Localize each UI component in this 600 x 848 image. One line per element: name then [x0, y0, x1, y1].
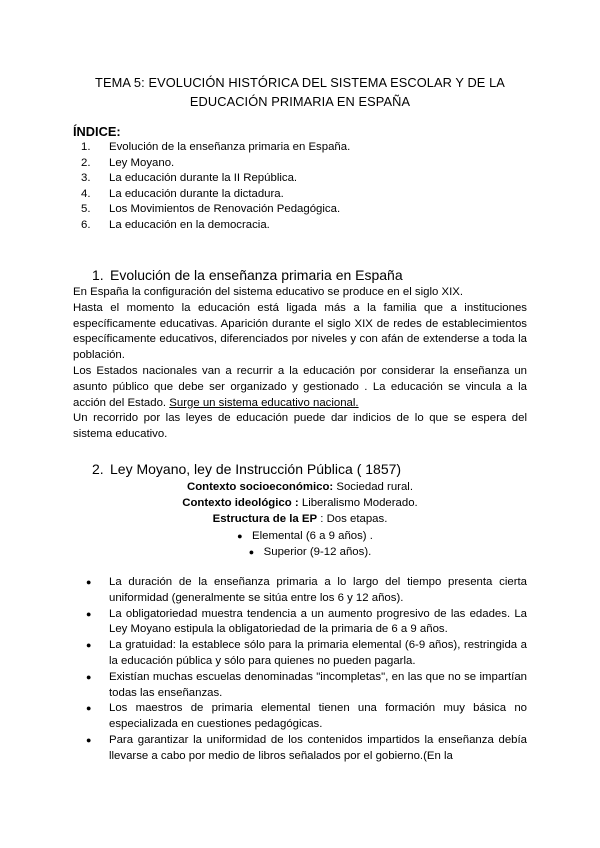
paragraph-text: Los Estados nacionales van a recurrir a la educación por considerar la enseñanza un asunto público que debe ser organizado y gestionado . La educación se vincula a la acción del Estado.	[73, 364, 527, 409]
structure-value: : Dos etapas.	[320, 513, 388, 526]
section-2-title: Ley Moyano, ley de Instrucción Pública ( 1857)	[110, 461, 402, 477]
list-item	[73, 607, 527, 639]
index-item-number: 6.	[81, 218, 91, 231]
index-item-text: Evolución de la enseñanza primaria en España.	[109, 141, 351, 153]
list-item	[73, 575, 527, 607]
index-item-text: Ley Moyano.	[109, 156, 175, 169]
underlined-text: Surge un sistema educativo nacional.	[169, 396, 359, 409]
title-line-2: EDUCACIÓN PRIMARIA EN ESPAÑA	[189, 94, 411, 109]
section-1-body	[73, 285, 527, 443]
list-item-text: La obligatoriedad muestra tendencia a un aumento progresivo de las edades. La Ley Moyano estipula la obligatoriedad de la primaria de 6 a 9 años.	[109, 607, 527, 636]
section-1-paragraph: Hasta el momento la educación está ligada más a la familia que a instituciones específicamente educativas. Aparición durante el siglo XIX de redes de establecimientos específicamente educativos, diferenciados por niveles y con afán de extenderse a toda la población.	[73, 301, 527, 362]
bullet-icon: ●	[237, 531, 243, 541]
bullet-icon: ●	[86, 608, 92, 619]
bullet-icon: ●	[86, 577, 92, 587]
list-item-text: Para garantizar la uniformidad de los contenidos impartidos la enseñanza debía llevarse a cabo por medio de libros señalados por el gobierno.(En la	[109, 733, 527, 762]
bullet-icon: ●	[86, 734, 92, 745]
list-item-text: La duración de la enseñanza primaria a lo largo del tiempo presenta cierta uniformidad (generalmente se sitúa entre los 6 y 12 años).	[109, 576, 527, 604]
section-1-paragraph	[73, 364, 527, 411]
list-item-text: Existían muchas escuelas denominadas "incompletas", en las que no se impartían todas las enseñanzas.	[109, 670, 527, 699]
context-socioeconomic	[40, 480, 560, 496]
section-2-number: 2.	[92, 461, 104, 477]
context-label: Contexto ideológico :	[182, 497, 299, 510]
index-heading: ÍNDICE:	[73, 124, 121, 139]
bullet-icon: ●	[86, 671, 92, 682]
list-item	[73, 733, 527, 765]
list-item	[73, 638, 527, 670]
section-2-heading	[92, 460, 401, 478]
list-item	[73, 701, 527, 733]
index-item-text: La educación durante la II República.	[109, 172, 298, 184]
section-1-heading	[92, 266, 403, 284]
bullet-icon: ●	[86, 640, 92, 651]
index-item-text: Los Movimientos de Renovación Pedagógica.	[109, 203, 341, 215]
list-item-text: Los maestros de primaria elemental tienen una formación muy básica no especializada en cuestiones pedagógicas.	[109, 702, 527, 731]
list-item	[73, 670, 527, 702]
index-item-number: 5.	[81, 203, 91, 215]
section-1-title: Evolución de la enseñanza primaria en España	[110, 267, 403, 283]
section-1-paragraph: Un recorrido por las leyes de educación puede dar indicios de lo que se espera del sistema educativo.	[73, 412, 527, 441]
index-item-number: 3.	[81, 172, 91, 184]
index-item-number: 2.	[81, 156, 91, 169]
bullet-icon: ●	[86, 703, 92, 714]
title-line-1: TEMA 5: EVOLUCIÓN HISTÓRICA DEL SISTEMA ESCOLAR Y DE LA	[95, 75, 505, 90]
context-label: Contexto socioeconómico:	[187, 481, 334, 493]
stage-item	[0, 529, 600, 545]
structure-label: Estructura de la EP	[212, 513, 318, 526]
bullet-icon: ●	[248, 547, 255, 558]
law-features-list	[73, 575, 527, 765]
stage-text: Elemental (6 a 9 años) .	[252, 530, 373, 542]
index-item-text: La educación en la democracia.	[109, 218, 270, 231]
context-value: Sociedad rural.	[336, 481, 413, 493]
stage-text: Superior (9-12 años).	[263, 546, 372, 559]
list-item-text: La gratuidad: la establece sólo para la primaria elemental (6-9 años), restringida a la educación pública y sólo para quienes no pueden pagarla.	[109, 639, 527, 667]
context-value: Liberalismo Moderado.	[301, 497, 418, 510]
stage-list	[0, 529, 600, 561]
section-1-number: 1.	[92, 267, 104, 283]
stage-item	[0, 545, 600, 561]
law-context-block	[40, 480, 560, 529]
structure-ep	[40, 512, 560, 528]
section-1-paragraph: En España la configuración del sistema educativo se produce en el siglo XIX.	[73, 286, 464, 298]
context-ideological	[40, 496, 560, 512]
index-item-number: 1.	[81, 141, 91, 153]
page-title	[40, 73, 560, 111]
index-item-text: La educación durante la dictadura.	[109, 187, 284, 200]
index-item-number: 4.	[81, 187, 91, 200]
